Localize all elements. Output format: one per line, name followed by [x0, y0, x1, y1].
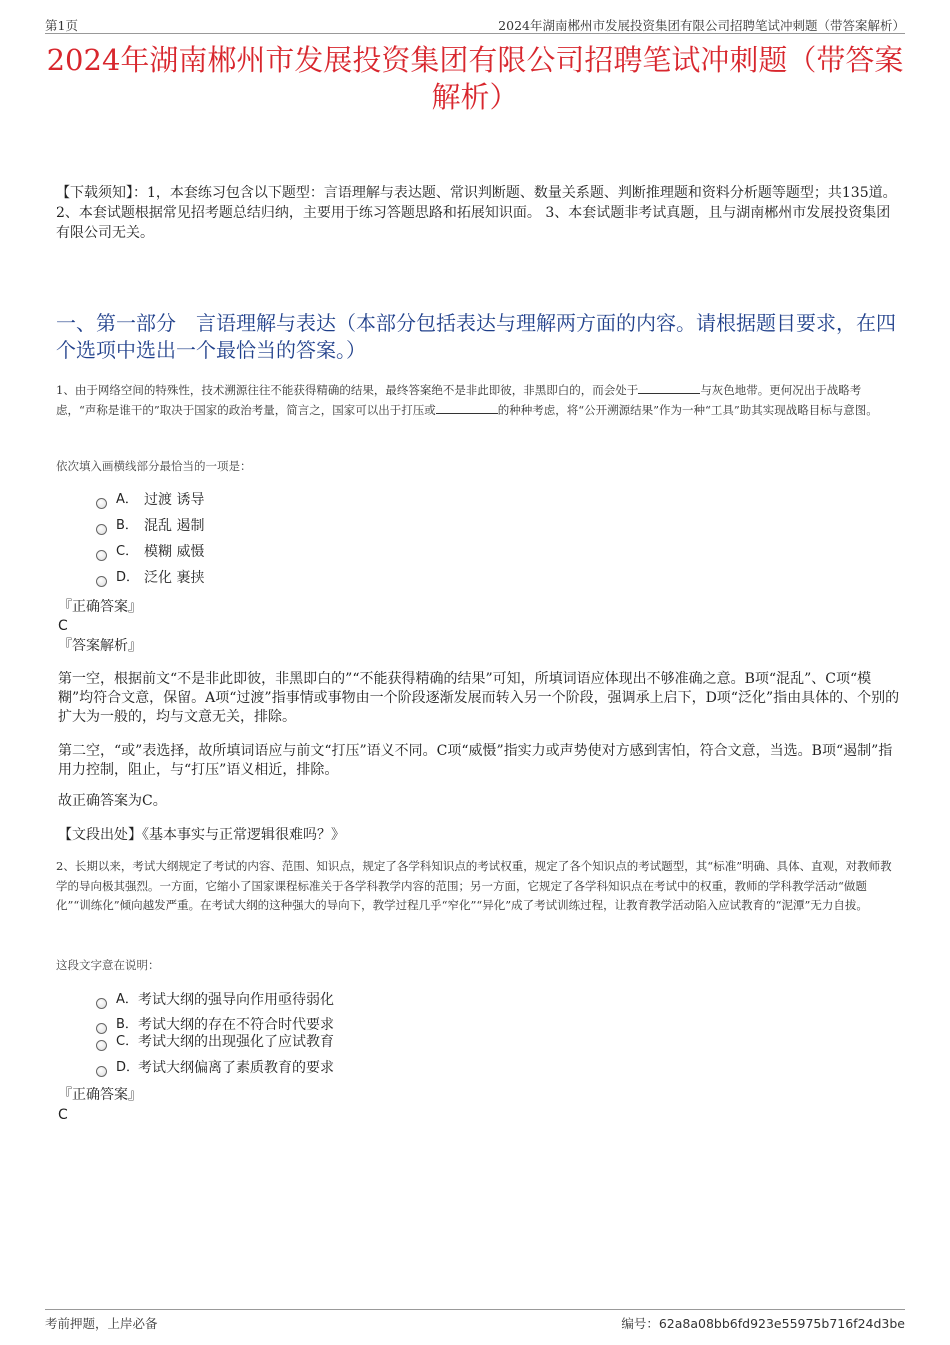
- correct-answer: C: [58, 618, 68, 634]
- analysis-paragraph: 第一空，根据前文“不是非此即彼，非黑即白的”“不能获得精确的结果”可知，所填词语应体现出不够准确之意。B项“混乱”、C项“模糊”均符合文意，保留。A项“过渡”指事情或事物由一个阶段逐渐发展而转入另一个阶段，强调承上启下，D项“泛化”指由具体的、个别的扩大为一般的，均与文意无关，排除。: [58, 671, 900, 725]
- question-1-option-b[interactable]: [96, 517, 204, 535]
- footer-divider: [45, 1309, 905, 1310]
- radio-icon[interactable]: [96, 498, 107, 509]
- question-2-option-a[interactable]: [96, 991, 334, 1009]
- document-code: [621, 1314, 905, 1332]
- radio-icon[interactable]: [96, 1066, 107, 1077]
- option-text: 模糊 威慑: [144, 544, 205, 560]
- correct-answer-label: 『正确答案』: [58, 1087, 142, 1103]
- question-2-prompt: 这段文字意在说明：: [56, 958, 160, 972]
- option-letter: D．: [116, 570, 140, 585]
- running-header-title: 2024年湖南郴州市发展投资集团有限公司招聘笔试冲刺题（带答案解析）: [498, 18, 905, 33]
- radio-icon[interactable]: [96, 998, 107, 1009]
- document-code-label: 编号：: [621, 1316, 659, 1331]
- option-text: 混乱 遏制: [144, 518, 205, 534]
- radio-icon[interactable]: [96, 1040, 107, 1051]
- option-text: 考试大纲的强导向作用亟待弱化: [138, 992, 334, 1008]
- option-text: 考试大纲的出现强化了应试教育: [138, 1034, 334, 1050]
- download-notice: 【下载须知】：1，本套练习包含以下题型：言语理解与表达题、常识判断题、数量关系题、判断推理题和资料分析题等题型；共135道。 2、本套试题根据常见招考题总结归纳，主要用于练习答题思路和拓展知识面。 3、本套试题非考试真题，且与湖南郴州市发展投资集团有限公司无关。: [56, 185, 897, 241]
- option-letter: B．: [116, 518, 138, 533]
- blank-1: [638, 382, 700, 394]
- question-1-prompt: 依次填入画横线部分最恰当的一项是：: [56, 459, 252, 473]
- option-text: 考试大纲的存在不符合时代要求: [138, 1017, 334, 1033]
- radio-icon[interactable]: [96, 576, 107, 587]
- option-letter: C．: [116, 544, 139, 559]
- question-1-option-a[interactable]: [96, 491, 204, 509]
- analysis-paragraph: 第二空，“或”表选择，故所填词语应与前文“打压”语义不同。C项“威慑”指实力或声势使对方感到害怕，符合文意，当选。B项“遏制”指用力控制，阻止，与“打压”语义相近，排除。: [58, 743, 893, 778]
- question-1-stem: [56, 381, 900, 420]
- radio-icon[interactable]: [96, 550, 107, 561]
- correct-answer-label: 『正确答案』: [58, 599, 142, 615]
- blank-2: [436, 402, 498, 414]
- option-text: 考试大纲偏离了素质教育的要求: [138, 1060, 334, 1076]
- question-1-option-d[interactable]: [96, 569, 204, 587]
- option-letter: C．: [116, 1034, 139, 1049]
- page-title: 2024年湖南郴州市发展投资集团有限公司招聘笔试冲刺题（带答案解析）: [46, 43, 904, 114]
- option-letter: B．: [116, 1017, 138, 1032]
- analysis-label: 『答案解析』: [58, 638, 142, 654]
- header-divider: [45, 33, 905, 34]
- option-text: 泛化 裹挟: [144, 570, 205, 586]
- question-1-text-part1: 1、由于网络空间的特殊性，技术溯源往往不能获得精确的结果，最终答案绝不是非此即彼，非黑即白的，而会处于: [56, 383, 639, 397]
- option-letter: D．: [116, 1060, 140, 1075]
- page-number: 第1页: [45, 18, 78, 33]
- option-letter: A．: [116, 992, 138, 1007]
- question-2-option-c[interactable]: [96, 1033, 334, 1051]
- question-2-option-d[interactable]: [96, 1059, 334, 1077]
- question-2-option-b[interactable]: [96, 1016, 334, 1034]
- option-text: 过渡 诱导: [144, 492, 205, 508]
- question-1-text-part2: 与灰色地带。更何况出于战略考虑，“声称是谁干的”取决于国家的政治考量，简言之，国家可以出于打压或: [56, 383, 862, 417]
- analysis-conclusion: 故正确答案为C。: [58, 793, 167, 809]
- radio-icon[interactable]: [96, 524, 107, 535]
- radio-icon[interactable]: [96, 1023, 107, 1034]
- passage-source: 【文段出处】《基本事实与正常逻辑很难吗？》: [58, 827, 345, 843]
- correct-answer: C: [58, 1107, 68, 1123]
- question-1-option-c[interactable]: [96, 543, 204, 561]
- footer-slogan: 考前押题，上岸必备: [45, 1316, 158, 1331]
- section-heading: 一、第一部分 言语理解与表达（本部分包括表达与理解两方面的内容。请根据题目要求，在四个选项中选出一个最恰当的答案。）: [56, 311, 896, 362]
- document-code-value: 62a8a08bb6fd923e55975b716f24d3be: [658, 1316, 905, 1331]
- question-1-text-part3: 的种种考虑，将“公开溯源结果”作为一种“工具”助其实现战略目标与意图。: [497, 402, 878, 417]
- option-letter: A．: [116, 492, 138, 507]
- question-2-stem: 2、长期以来，考试大纲规定了考试的内容、范围、知识点，规定了各学科知识点的考试权重，规定了各个知识点的考试题型，其“标准”明确、具体、直观，对教师教学的导向极其强烈。一方面，它缩小了国家课程标准关于各学科教学内容的范围；另一方面，它规定了各学科知识点在考试中的权重，教师的学科教学活动“做题化”“训练化”倾向越发严重。在考试大纲的这种强大的导向下，教学过程几乎“窄化”“异化”成了考试训练过程，让教育教学活动陷入应试教育的“泥潭”无力自拔。: [56, 859, 892, 912]
